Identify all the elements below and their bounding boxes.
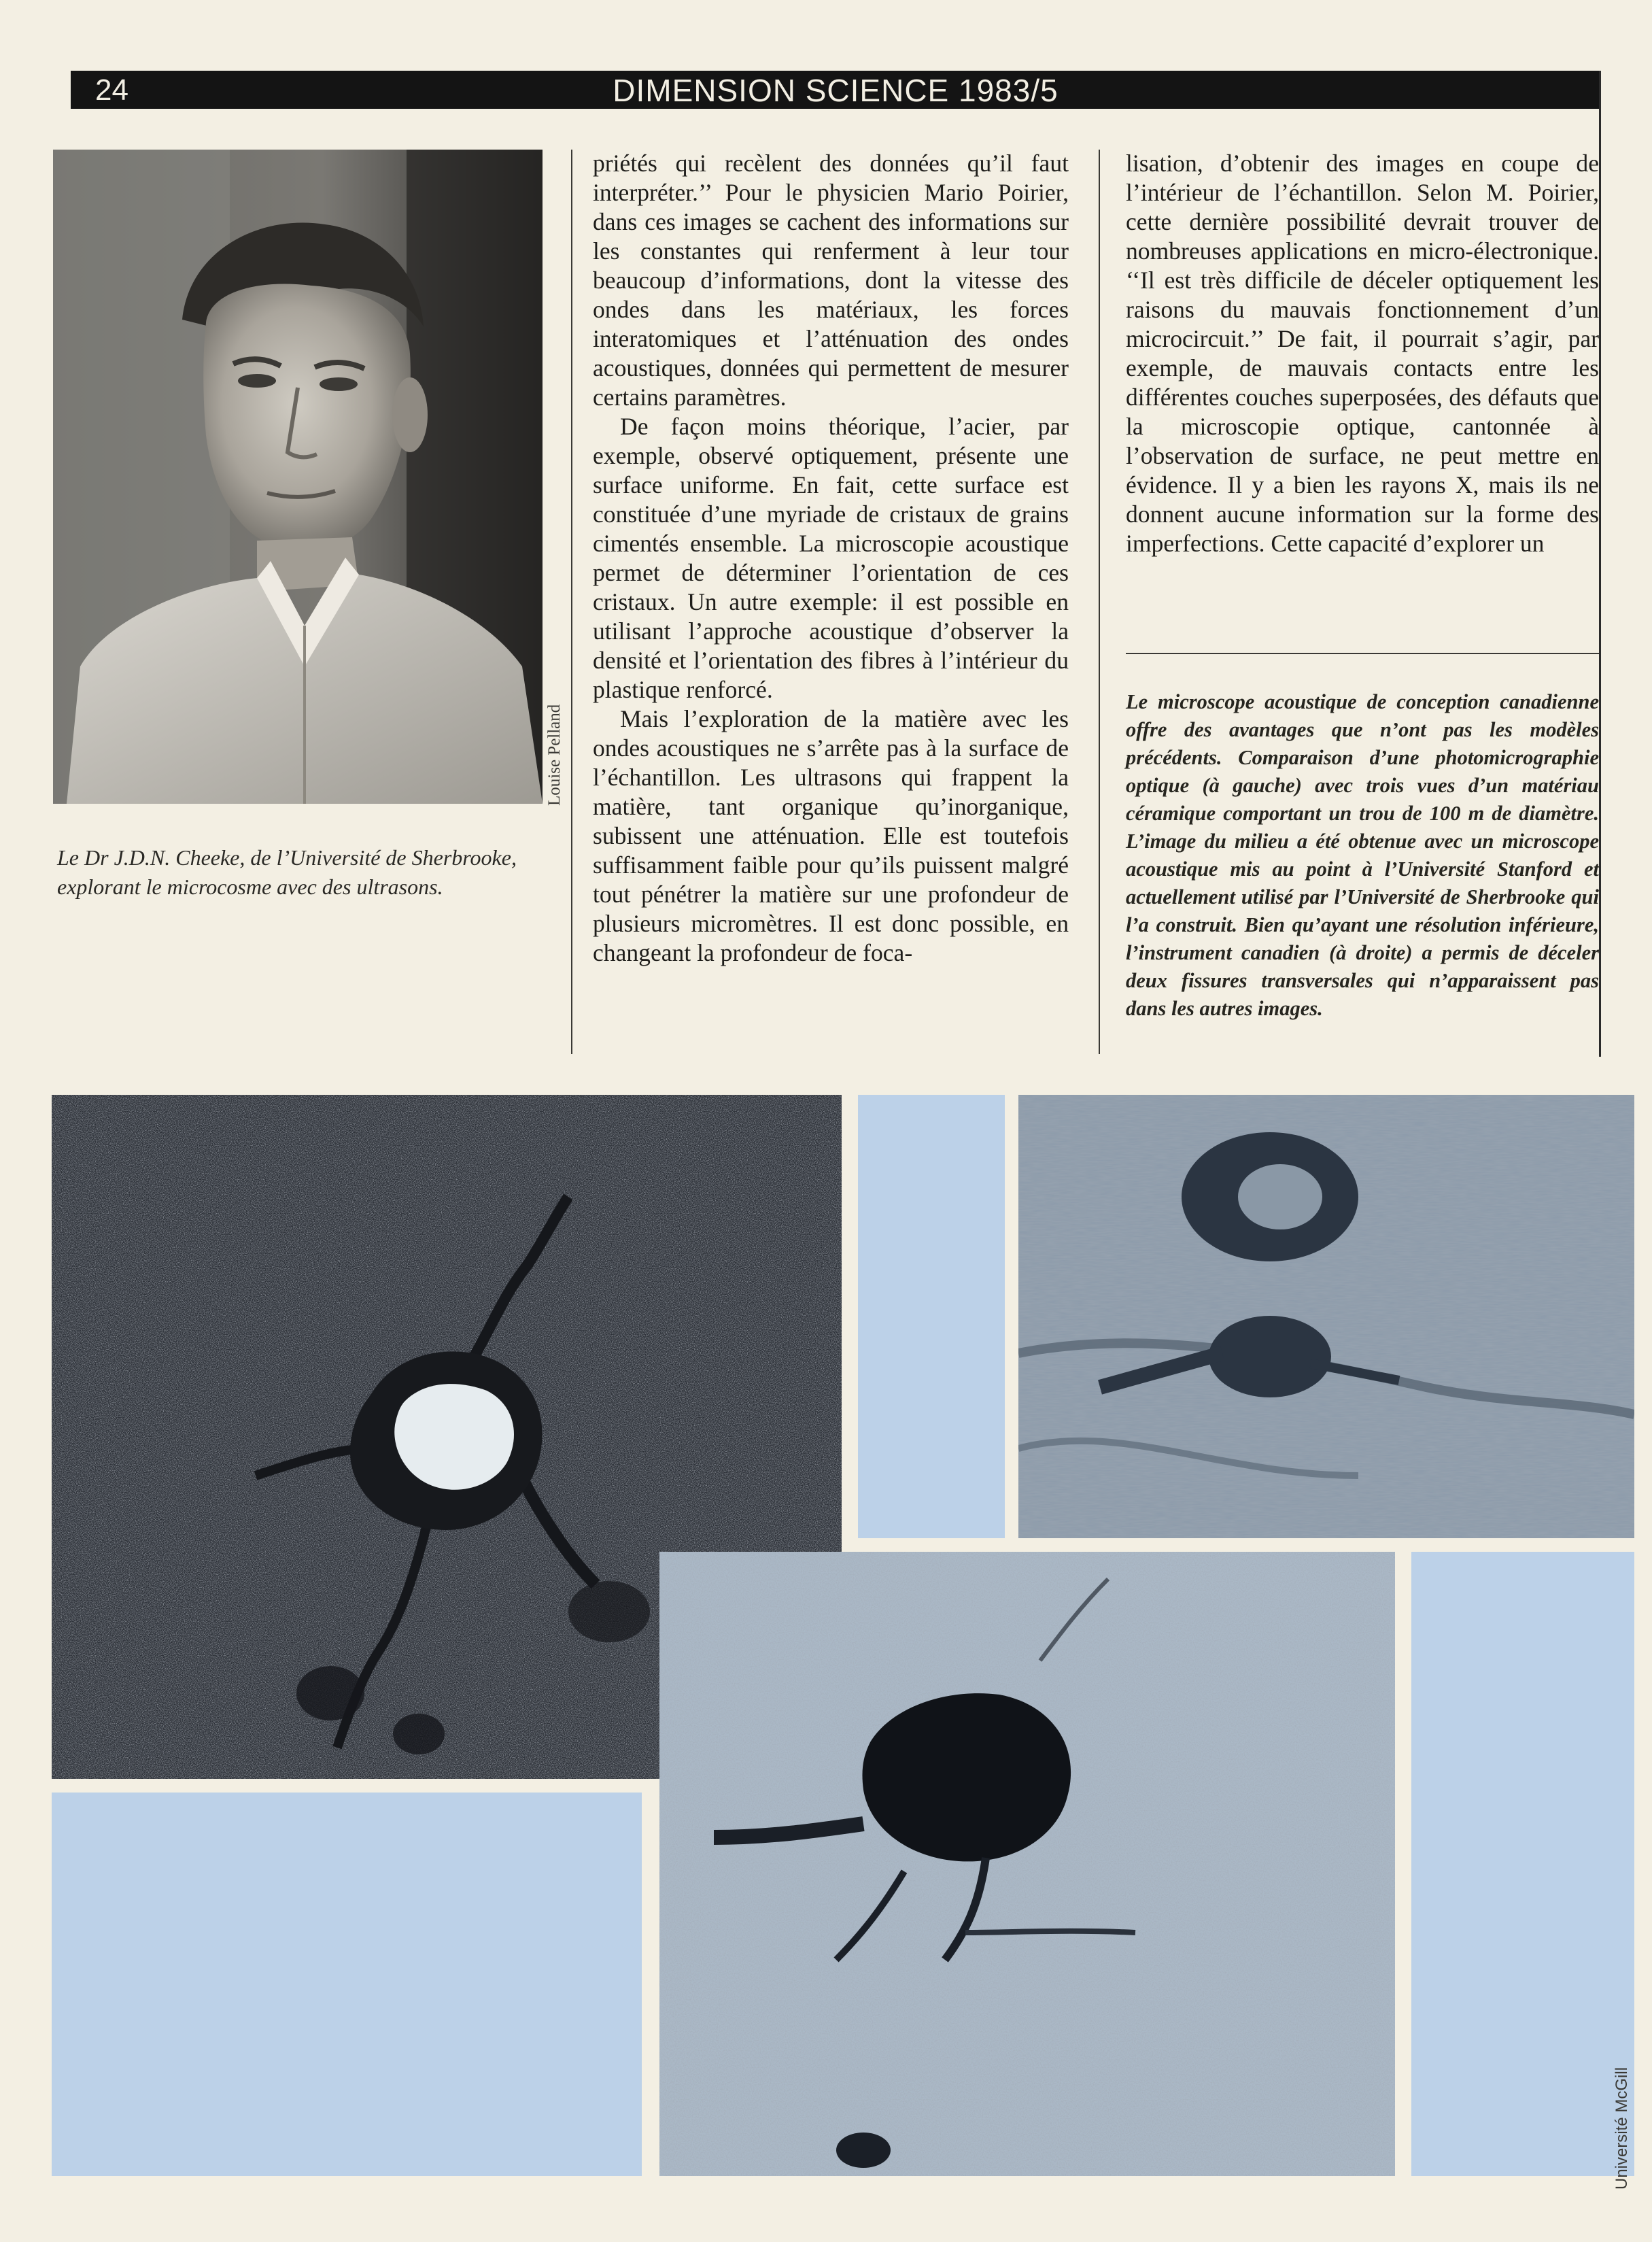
figure-caption: Le microscope acoustique de conception canadienne offre des avantages que n’ont pas les modèles précédents. Comparaison d’une photomicrographie optique (à gauche) avec trois vues d’un matériau céramique comportant un trou de 100 m de diamètre. L’image du milieu a été obtenue avec un microscope acoustique mis au point à l’Université Stanford et actuellement utilisé par l’Université de Sherbrooke qui l’a construit. Bien qu’ayant une résolution inférieure, l’instrument canadien (à droite) a permis de déceler deux fissures transversales qui n’apparaissent pas dans les autres images.: [1126, 690, 1599, 1020]
column-divider: [1099, 150, 1100, 1054]
paragraph: De façon moins théorique, l’acier, par exemple, observé optiquement, présente une surface uniforme. En fait, cette surface est constituée d’une myriade de cristaux de grains cimentés ensemble. La microscopie acoustique permet de déterminer l’orientation de ces cristaux. Un autre exemple: il est possible en utilisant l’approche acoustique d’observer la densité et l’orientation des fibres à l’intérieur du plastique renforcé.: [593, 413, 1069, 703]
paragraph: lisation, d’obtenir des images en coupe de l’intérieur de l’échantillon. Selon M. Poirier, cette dernière possibilité devrait trouver de nombreuses applications en micro-électronique. ‘‘Il est très difficile de déceler optiquement les raisons du mauvais fonctionnement d’un microcircuit.’’ De fait, il pourrait s’agir, par exemple, de mauvais contacts entre les différentes couches superposées, des défauts que la microscopie optique, cantonnée à l’observation de surface, ne peut mettre en évidence. Il y a bien les rayons X, mais ils ne donnent aucune information sur la forme des imperfections. Cette capacité d’explorer un: [1126, 150, 1599, 557]
right-edge-rule: [1599, 71, 1601, 1057]
portrait-photo: [53, 150, 543, 804]
photo-caption: Le Dr J.D.N. Cheeke, de l’Université de Sherbrooke, explorant le microcosme avec des ultrasons.: [57, 845, 517, 899]
article-column-3: [1126, 149, 1599, 558]
color-block: [52, 1793, 642, 2176]
magazine-title: DIMENSION SCIENCE 1983/5: [613, 73, 1059, 108]
caption-separator: [1126, 653, 1599, 654]
stanford-acoustic-image: [1018, 1095, 1634, 1538]
color-block: [1411, 1552, 1634, 2176]
photo-credit: Louise Pelland: [545, 704, 564, 806]
page-number: 24: [95, 73, 128, 107]
paragraph: Mais l’exploration de la matière avec les ondes acoustiques ne s’arrête pas à la surface de l’échantillon. Les ultrasons qui frappent la matière, tant organique qu’inorganique, subissent une atténuation. Elle est toutefois suffisamment faible pour qu’ils puissent malgré tout pénétrer la matière sur une profondeur de plusieurs micromètres. Il est donc possible, en changeant la profondeur de foca-: [593, 705, 1069, 966]
column-divider: [571, 150, 572, 1054]
canadian-acoustic-image: [659, 1552, 1395, 2176]
figure-credit: Université McGill: [1613, 2067, 1631, 2190]
article-column-2: [593, 149, 1069, 968]
color-block: [858, 1095, 1005, 1538]
paragraph: priétés qui recèlent des données qu’il faut interpréter.’’ Pour le physicien Mario Poirier, dans ces images se cachent des informations sur les constantes qui renferment à leur tour beaucoup d’informations, dont la vitesse des ondes dans les matériaux, les forces interatomiques et l’atténuation des ondes acoustiques, données qui permettent de mesurer certains paramètres.: [593, 150, 1069, 411]
page-header: [71, 71, 1600, 109]
